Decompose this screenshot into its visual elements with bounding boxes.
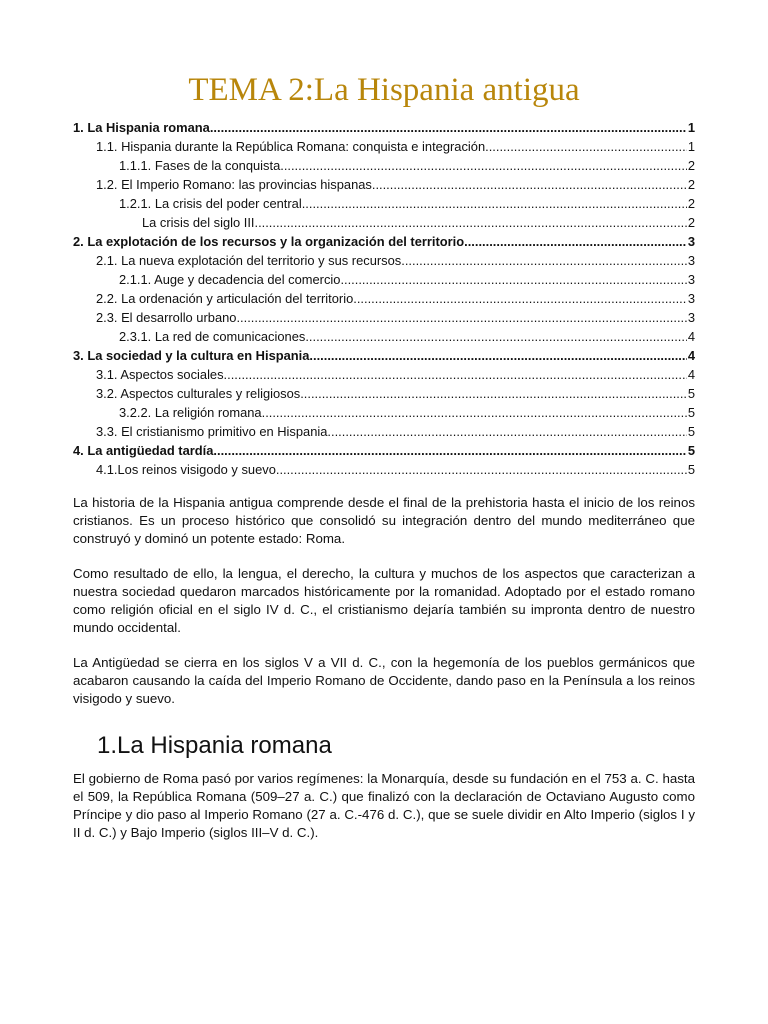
toc-entry-title: 3.3. El cristianismo primitivo en Hispania xyxy=(96,424,328,439)
toc-entry-title: 1.1. Hispania durante la República Romana: conquista e integración xyxy=(96,139,486,154)
toc-entry[interactable] xyxy=(73,156,695,175)
toc-entry[interactable] xyxy=(73,194,695,213)
toc-leader-dots xyxy=(280,156,687,175)
toc-page-number: 5 xyxy=(687,424,695,439)
toc-leader-dots xyxy=(485,137,687,156)
toc-leader-dots xyxy=(302,194,687,213)
toc-page-number: 1 xyxy=(687,139,695,154)
toc-entry[interactable] xyxy=(73,232,695,251)
toc-leader-dots xyxy=(262,403,687,422)
toc-entry-title: 3.2. Aspectos culturales y religiosos xyxy=(96,386,301,401)
toc-entry[interactable] xyxy=(73,251,695,270)
toc-page-number: 3 xyxy=(687,310,695,325)
toc-page-number: 3 xyxy=(687,234,695,249)
intro-paragraph-3: La Antigüedad se cierra en los siglos V a VII d. C., con la hegemonía de los pueblos germánicos que acabaron causando la caída del Imperio Romano de Occidente, dando paso en la Península a los reinos visigodo y suevo. xyxy=(73,655,695,706)
toc-page-number: 2 xyxy=(687,215,695,230)
toc-entry-title: 3.1. Aspectos sociales xyxy=(96,367,224,382)
toc-leader-dots xyxy=(224,365,687,384)
toc-page-number: 5 xyxy=(687,405,695,420)
toc-entry-title: 1.2.1. La crisis del poder central xyxy=(119,196,302,211)
toc-entry[interactable] xyxy=(73,403,695,422)
toc-leader-dots xyxy=(213,441,686,460)
toc-entry[interactable] xyxy=(73,137,695,156)
toc-entry-title: 2.3.1. La red de comunicaciones xyxy=(119,329,306,344)
toc-entry-title: 4.1.Los reinos visigodo y suevo xyxy=(96,462,276,477)
toc-entry-title: 1.2. El Imperio Romano: las provincias hispanas xyxy=(96,177,372,192)
toc-leader-dots xyxy=(401,251,687,270)
toc-entry[interactable] xyxy=(73,270,695,289)
toc-page-number: 2 xyxy=(687,158,695,173)
toc-page-number: 5 xyxy=(687,462,695,477)
toc-entry-title: 2.3. El desarrollo urbano xyxy=(96,310,237,325)
toc-leader-dots xyxy=(372,175,687,194)
toc-leader-dots xyxy=(300,384,687,403)
toc-entry[interactable] xyxy=(73,289,695,308)
toc-leader-dots xyxy=(340,270,686,289)
section-heading: 1.La Hispania romana xyxy=(97,732,332,759)
toc-leader-dots xyxy=(464,232,687,251)
toc-entry-title: 4. La antigüedad tardía xyxy=(73,443,214,458)
toc-page-number: 3 xyxy=(687,253,695,268)
toc-entry[interactable] xyxy=(73,175,695,194)
toc-entry-title: 2. La explotación de los recursos y la organización del territorio xyxy=(73,234,465,249)
toc-leader-dots xyxy=(305,327,687,346)
intro-paragraph-1: La historia de la Hispania antigua comprende desde el final de la prehistoria hasta el inicio de los reinos cristianos. Es un proceso histórico que consolidó su integración dentro del mundo mediterráneo que construyó y dominó un potente estado: Roma. xyxy=(73,495,695,546)
toc-page-number: 4 xyxy=(687,367,695,382)
toc-leader-dots xyxy=(236,308,686,327)
toc-leader-dots xyxy=(327,422,686,441)
table-of-contents xyxy=(73,118,695,479)
toc-leader-dots xyxy=(353,289,687,308)
toc-leader-dots xyxy=(309,346,686,365)
toc-entry-title: La crisis del siglo III xyxy=(142,215,255,230)
section-body-paragraph: El gobierno de Roma pasó por varios regímenes: la Monarquía, desde su fundación en el 753 a. C. hasta el 509, la República Romana (509–27 a. C.) que finalizó con la declaración de Octaviano Augusto como Príncipe y dio paso al Imperio Romano (27 a. C.-476 d. C.), que se suele dividir en Alto Imperio (siglos I y II d. C.) y Bajo Imperio (siglos III–V d. C.). xyxy=(73,771,695,840)
document-title: TEMA 2:La Hispania antigua xyxy=(188,72,580,108)
toc-page-number: 1 xyxy=(687,120,695,135)
toc-entry-title: 1.1.1. Fases de la conquista xyxy=(119,158,281,173)
toc-page-number: 2 xyxy=(687,177,695,192)
toc-page-number: 5 xyxy=(687,386,695,401)
toc-entry[interactable] xyxy=(73,422,695,441)
toc-page-number: 4 xyxy=(687,329,695,344)
toc-entry-title: 1. La Hispania romana xyxy=(73,120,210,135)
toc-entry[interactable] xyxy=(73,460,695,479)
toc-page-number: 3 xyxy=(687,291,695,306)
toc-entry[interactable] xyxy=(73,441,695,460)
toc-leader-dots xyxy=(210,118,687,137)
intro-paragraph-2: Como resultado de ello, la lengua, el derecho, la cultura y muchos de los aspectos que caracterizan a nuestra sociedad quedaron marcados históricamente por la romanidad. Adoptado por el estado romano como religión oficial en el siglo IV d. C., el cristianismo dejaría también su impronta dentro de nuestro mundo occidental. xyxy=(73,566,695,635)
toc-entry[interactable] xyxy=(73,327,695,346)
toc-leader-dots xyxy=(254,213,686,232)
toc-entry[interactable] xyxy=(73,308,695,327)
toc-page-number: 5 xyxy=(687,443,695,458)
toc-page-number: 4 xyxy=(687,348,695,363)
toc-entry-title: 3.2.2. La religión romana xyxy=(119,405,262,420)
toc-entry[interactable] xyxy=(73,118,695,137)
toc-entry-title: 2.2. La ordenación y articulación del territorio xyxy=(96,291,354,306)
toc-entry-title: 2.1. La nueva explotación del territorio y sus recursos xyxy=(96,253,402,268)
toc-entry[interactable] xyxy=(73,346,695,365)
toc-entry[interactable] xyxy=(73,213,695,232)
toc-entry-title: 2.1.1. Auge y decadencia del comercio xyxy=(119,272,341,287)
toc-leader-dots xyxy=(276,460,687,479)
toc-entry-title: 3. La sociedad y la cultura en Hispania xyxy=(73,348,310,363)
toc-page-number: 3 xyxy=(687,272,695,287)
toc-page-number: 2 xyxy=(687,196,695,211)
toc-entry[interactable] xyxy=(73,384,695,403)
toc-entry[interactable] xyxy=(73,365,695,384)
